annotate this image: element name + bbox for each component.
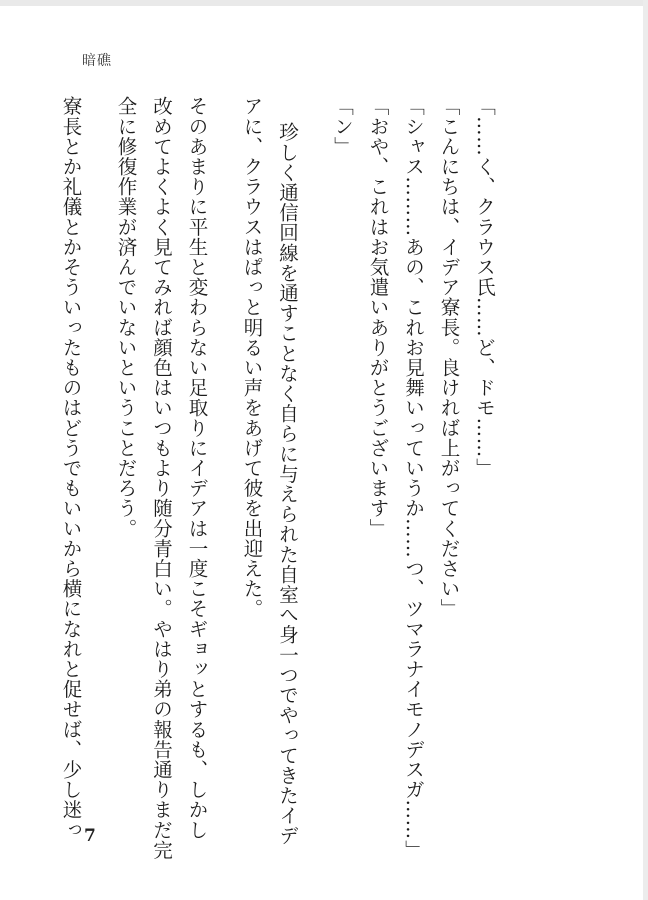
text-line: 「ン」	[331, 96, 354, 157]
text-line: 「シャス………あの、これお見舞いっていうか……つ、ツマラナイモノデスガ……」	[402, 96, 425, 860]
running-head: 暗礁	[82, 53, 112, 69]
text-line: 「おや、これはお気遣いありがとうございます」	[366, 96, 390, 539]
text-line: 改めてよくよく見てみれば顔色はいつもより随分青白い。やはり弟の報告通りまだ完	[150, 96, 173, 860]
page-number: 7	[84, 826, 96, 846]
text-line: 「……く、クラウス氏……ど、ドモ……」	[473, 96, 496, 478]
text-line: アに、クラウスはぱっと明るい声をあげて彼を出迎えた。	[240, 96, 264, 619]
page-top-edge	[0, 0, 648, 6]
text-line: 寮長とか礼儀とかそういったものはどうでもいいから横になれと促せば、少し迷っ	[59, 96, 83, 840]
text-line: 「こんにちは、イデア寮長。良ければ上がってください」	[437, 96, 461, 619]
text-line: 珍しく通信回線を通すことなく自らに与えられた自室へ身一つでやってきたイデ	[276, 122, 299, 846]
vertical-body-text	[59, 96, 502, 860]
text-line: 全に修復作業が済んでいないということだろう。	[114, 96, 138, 539]
text-line: そのあまりに平生と変わらない足取りにイデアは一度こそギョッとするも、しかし	[185, 96, 209, 840]
page-right-edge	[643, 0, 648, 900]
